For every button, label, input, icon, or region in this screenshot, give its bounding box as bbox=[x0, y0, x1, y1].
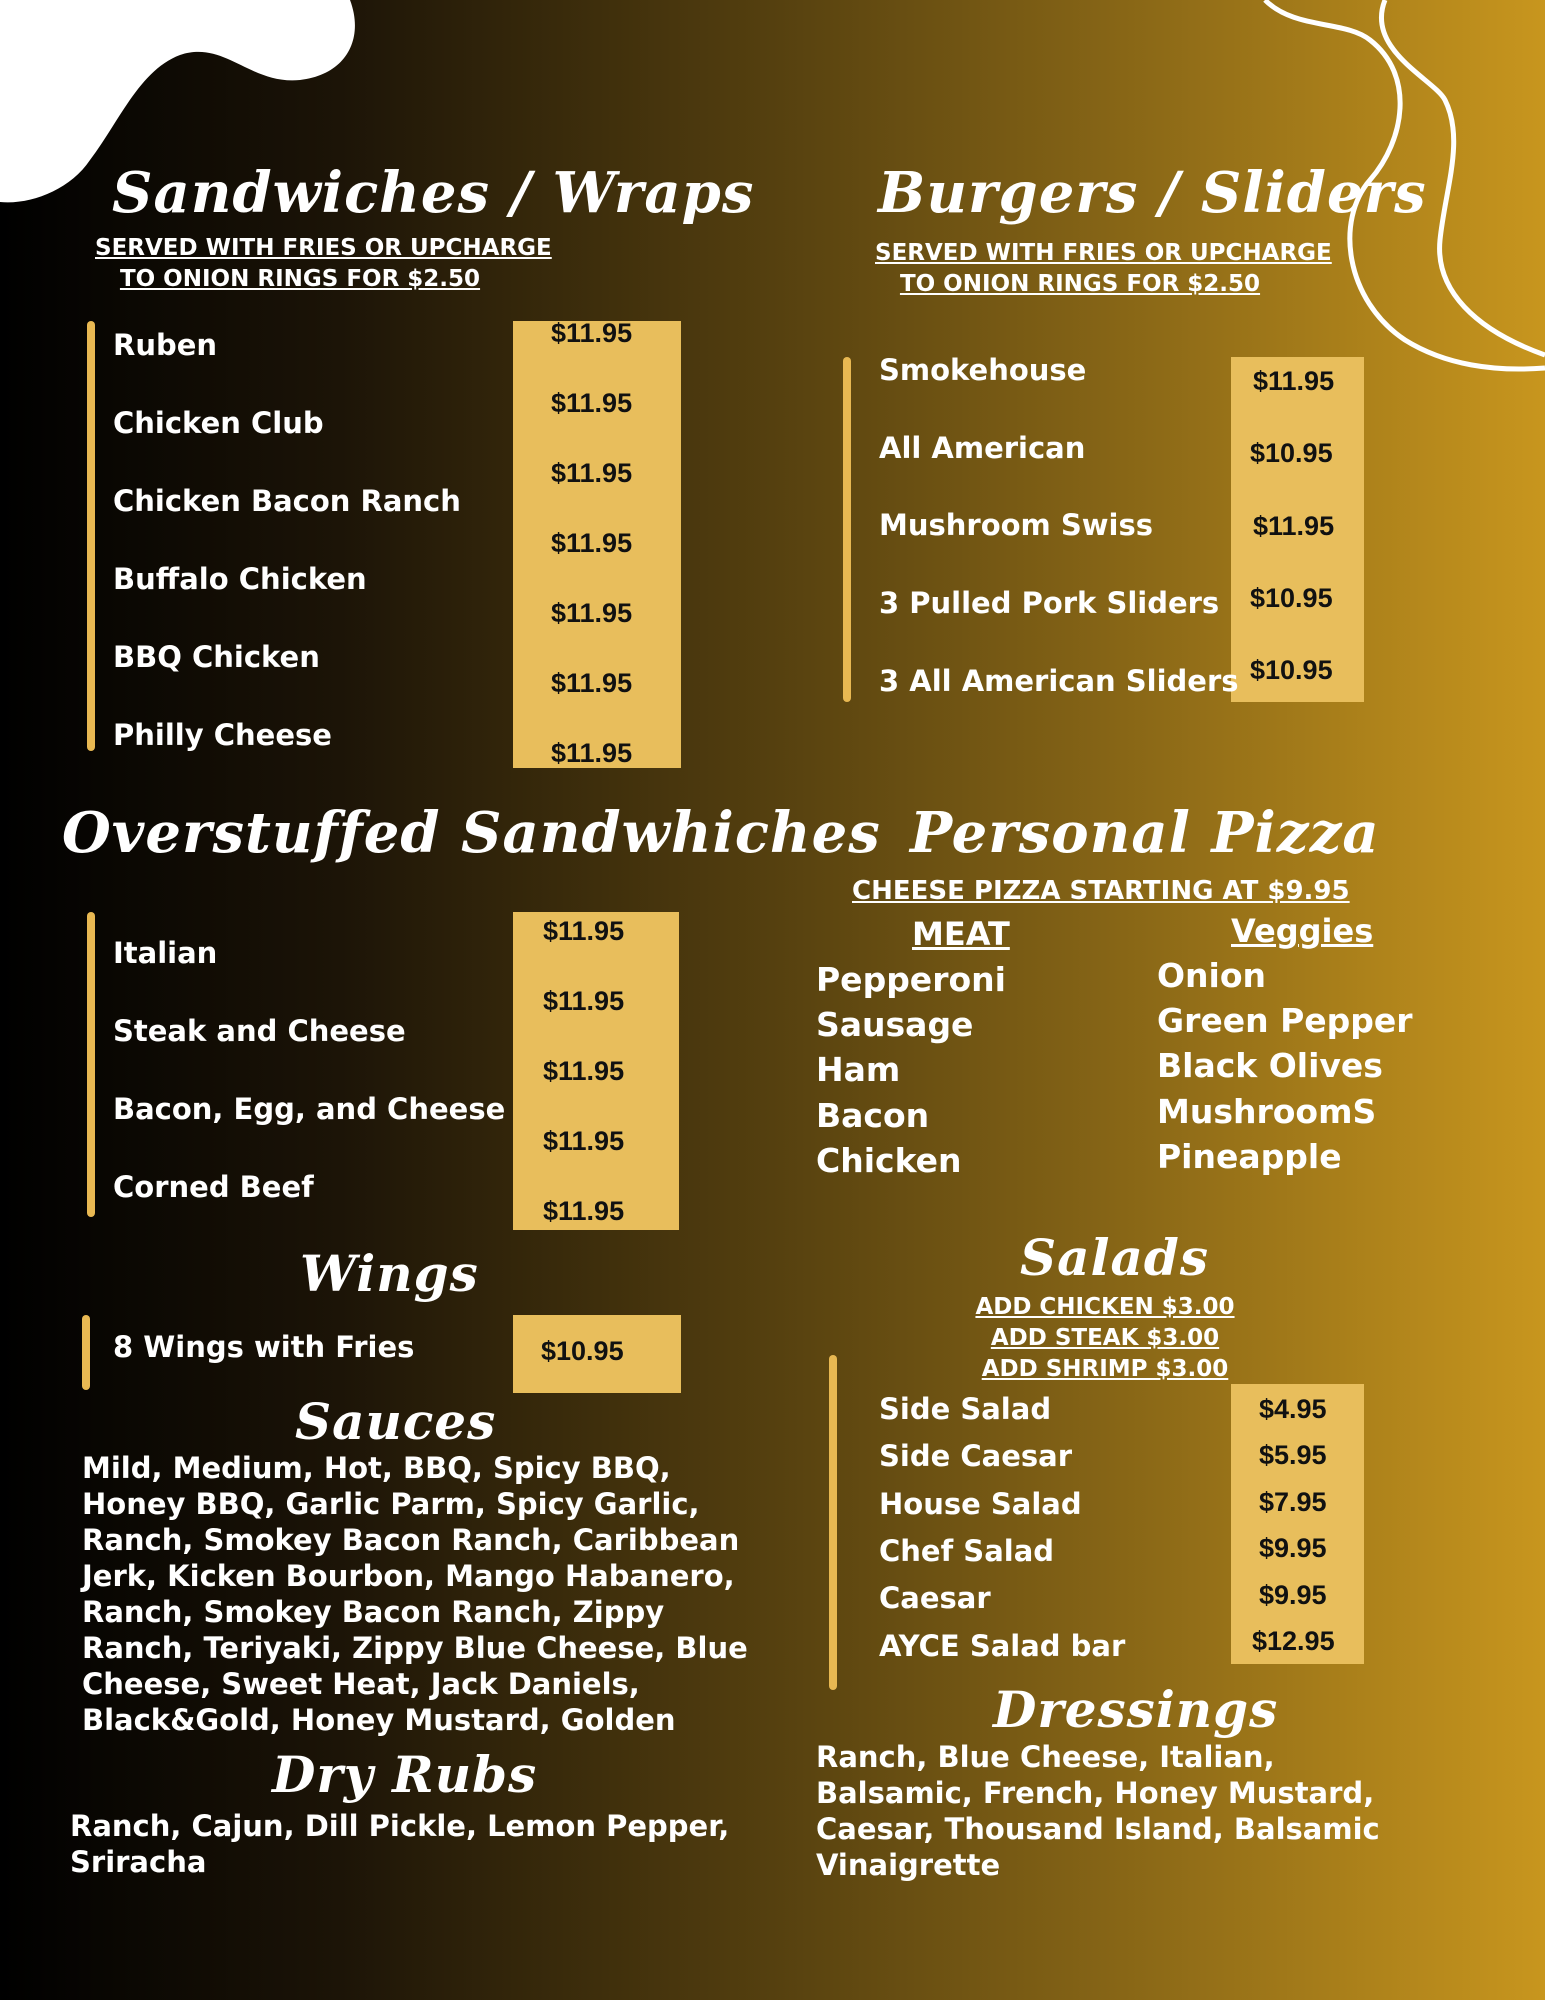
sandwich-price: $11.95 bbox=[551, 458, 633, 488]
pizza-meat-item: Chicken bbox=[816, 1141, 962, 1180]
sauces-line: Jerk, Kicken Bourbon, Mango Habanero, bbox=[82, 1559, 735, 1593]
sauces-title: Sauces bbox=[295, 1392, 497, 1451]
salad-price: $9.95 bbox=[1259, 1580, 1327, 1610]
sandwich-name: Ruben bbox=[113, 328, 218, 362]
pizza-veggie-item: Pineapple bbox=[1157, 1137, 1342, 1176]
salad-price: $9.95 bbox=[1259, 1533, 1327, 1563]
sandwich-price: $11.95 bbox=[551, 738, 633, 768]
sandwiches-subtitle bbox=[95, 233, 552, 295]
sandwiches-subtitle-line2: TO ONION RINGS FOR $2.50 bbox=[119, 266, 481, 292]
overstuffed-price: $11.95 bbox=[543, 986, 625, 1016]
burger-name: Smokehouse bbox=[879, 353, 1087, 387]
dressings-title: Dressings bbox=[993, 1680, 1279, 1739]
dry-rubs-line: Ranch, Cajun, Dill Pickle, Lemon Pepper, bbox=[70, 1809, 730, 1843]
pizza-meat-heading: MEAT bbox=[912, 915, 1010, 953]
wings-bar bbox=[82, 1315, 90, 1390]
pizza-veggie-item: MushroomS bbox=[1157, 1092, 1377, 1131]
dressings-line: Caesar, Thousand Island, Balsamic bbox=[816, 1812, 1380, 1846]
burger-price: $10.95 bbox=[1250, 655, 1333, 685]
salad-name: House Salad bbox=[879, 1487, 1082, 1521]
burger-price: $10.95 bbox=[1250, 438, 1333, 468]
burger-price: $10.95 bbox=[1250, 583, 1333, 613]
sauces-line: Honey BBQ, Garlic Parm, Spicy Garlic, bbox=[82, 1487, 700, 1521]
salad-name: AYCE Salad bar bbox=[879, 1629, 1126, 1663]
overstuffed-name: Steak and Cheese bbox=[113, 1014, 406, 1048]
overstuffed-name: Italian bbox=[113, 936, 218, 970]
sauces-line: Ranch, Teriyaki, Zippy Blue Cheese, Blue bbox=[82, 1631, 748, 1665]
wings-title: Wings bbox=[300, 1244, 479, 1303]
overstuffed-price: $11.95 bbox=[543, 1056, 625, 1086]
sandwich-price: $11.95 bbox=[551, 598, 633, 628]
pizza-veggie-item: Onion bbox=[1157, 956, 1267, 995]
salads-add-on: ADD STEAK $3.00 bbox=[990, 1325, 1220, 1351]
wings-price: $10.95 bbox=[541, 1336, 624, 1366]
overstuffed-price: $11.95 bbox=[543, 1196, 625, 1226]
sandwich-price: $11.95 bbox=[551, 528, 633, 558]
overstuffed-bar bbox=[87, 912, 95, 1217]
overstuffed-title: Overstuffed Sandwhiches bbox=[62, 800, 881, 866]
pizza-subtitle: CHEESE PIZZA STARTING AT $9.95 bbox=[852, 876, 1350, 906]
sauces-line: Black&Gold, Honey Mustard, Golden bbox=[82, 1703, 676, 1737]
sandwich-name: Chicken Club bbox=[113, 406, 324, 440]
wings-item: 8 Wings with Fries bbox=[113, 1330, 415, 1364]
sauces-line: Cheese, Sweet Heat, Jack Daniels, bbox=[82, 1667, 640, 1701]
sauces-line: Ranch, Smokey Bacon Ranch, Caribbean bbox=[82, 1523, 740, 1557]
sandwich-name: Buffalo Chicken bbox=[113, 562, 367, 596]
burger-name: 3 Pulled Pork Sliders bbox=[879, 586, 1220, 620]
pizza-meat-item: Ham bbox=[816, 1050, 901, 1089]
dressings-line: Balsamic, French, Honey Mustard, bbox=[816, 1776, 1375, 1810]
overstuffed-price: $11.95 bbox=[543, 916, 625, 946]
dressings-line: Ranch, Blue Cheese, Italian, bbox=[816, 1740, 1275, 1774]
pizza-veggies-heading: Veggies bbox=[1231, 912, 1374, 950]
dry-rubs-title: Dry Rubs bbox=[272, 1745, 538, 1804]
salads-add-on: ADD CHICKEN $3.00 bbox=[975, 1294, 1235, 1320]
salad-price: $5.95 bbox=[1259, 1440, 1327, 1470]
sandwich-name: BBQ Chicken bbox=[113, 640, 320, 674]
salad-price: $12.95 bbox=[1252, 1626, 1335, 1656]
pizza-veggie-item: Black Olives bbox=[1157, 1046, 1383, 1085]
sandwiches-title: Sandwiches / Wraps bbox=[112, 160, 755, 226]
pizza-meat-item: Pepperoni bbox=[816, 960, 1006, 999]
burger-name: All American bbox=[879, 431, 1086, 465]
pizza-meat-item: Bacon bbox=[816, 1096, 930, 1135]
burger-price: $11.95 bbox=[1253, 366, 1335, 396]
sandwich-price: $11.95 bbox=[551, 668, 633, 698]
pizza-title: Personal Pizza bbox=[910, 800, 1380, 866]
salad-price: $7.95 bbox=[1259, 1487, 1327, 1517]
salad-name: Caesar bbox=[879, 1581, 991, 1615]
sauces-line: Mild, Medium, Hot, BBQ, Spicy BBQ, bbox=[82, 1451, 671, 1485]
burgers-bar bbox=[843, 357, 851, 702]
sandwich-price: $11.95 bbox=[551, 318, 633, 348]
salads-bar bbox=[829, 1355, 837, 1690]
salads-add-ons bbox=[960, 1292, 1250, 1385]
burgers-subtitle-line1: SERVED WITH FRIES OR UPCHARGE bbox=[875, 240, 1332, 266]
overstuffed-name: Bacon, Egg, and Cheese bbox=[113, 1092, 506, 1126]
dressings-list bbox=[816, 1739, 1516, 1883]
burger-name: Mushroom Swiss bbox=[879, 508, 1154, 542]
sandwich-name: Philly Cheese bbox=[113, 718, 332, 752]
salad-price: $4.95 bbox=[1259, 1394, 1327, 1424]
burgers-subtitle-line2: TO ONION RINGS FOR $2.50 bbox=[899, 271, 1261, 297]
overstuffed-name: Corned Beef bbox=[113, 1170, 314, 1204]
sandwich-name: Chicken Bacon Ranch bbox=[113, 484, 461, 518]
burgers-subtitle bbox=[875, 238, 1332, 300]
dry-rubs-line: Sriracha bbox=[70, 1845, 207, 1879]
overstuffed-price: $11.95 bbox=[543, 1126, 625, 1156]
salad-name: Chef Salad bbox=[879, 1534, 1055, 1568]
sandwich-price: $11.95 bbox=[551, 388, 633, 418]
dry-rubs-list bbox=[70, 1808, 770, 1880]
salad-name: Side Caesar bbox=[879, 1439, 1073, 1473]
burger-name: 3 All American Sliders bbox=[879, 664, 1239, 698]
sauces-list bbox=[82, 1450, 762, 1738]
burger-price: $11.95 bbox=[1253, 511, 1335, 541]
sandwiches-bar bbox=[87, 321, 95, 751]
sandwiches-subtitle-line1: SERVED WITH FRIES OR UPCHARGE bbox=[95, 235, 552, 261]
salad-name: Side Salad bbox=[879, 1392, 1052, 1426]
salads-add-on: ADD SHRIMP $3.00 bbox=[981, 1356, 1229, 1382]
pizza-veggie-item: Green Pepper bbox=[1157, 1001, 1413, 1040]
salads-price-box bbox=[1231, 1384, 1364, 1664]
burgers-title: Burgers / Sliders bbox=[878, 160, 1427, 226]
sauces-line: Ranch, Smokey Bacon Ranch, Zippy bbox=[82, 1595, 665, 1629]
dressings-line: Vinaigrette bbox=[816, 1848, 1001, 1882]
pizza-meat-item: Sausage bbox=[816, 1005, 974, 1044]
salads-title: Salads bbox=[1020, 1228, 1210, 1287]
